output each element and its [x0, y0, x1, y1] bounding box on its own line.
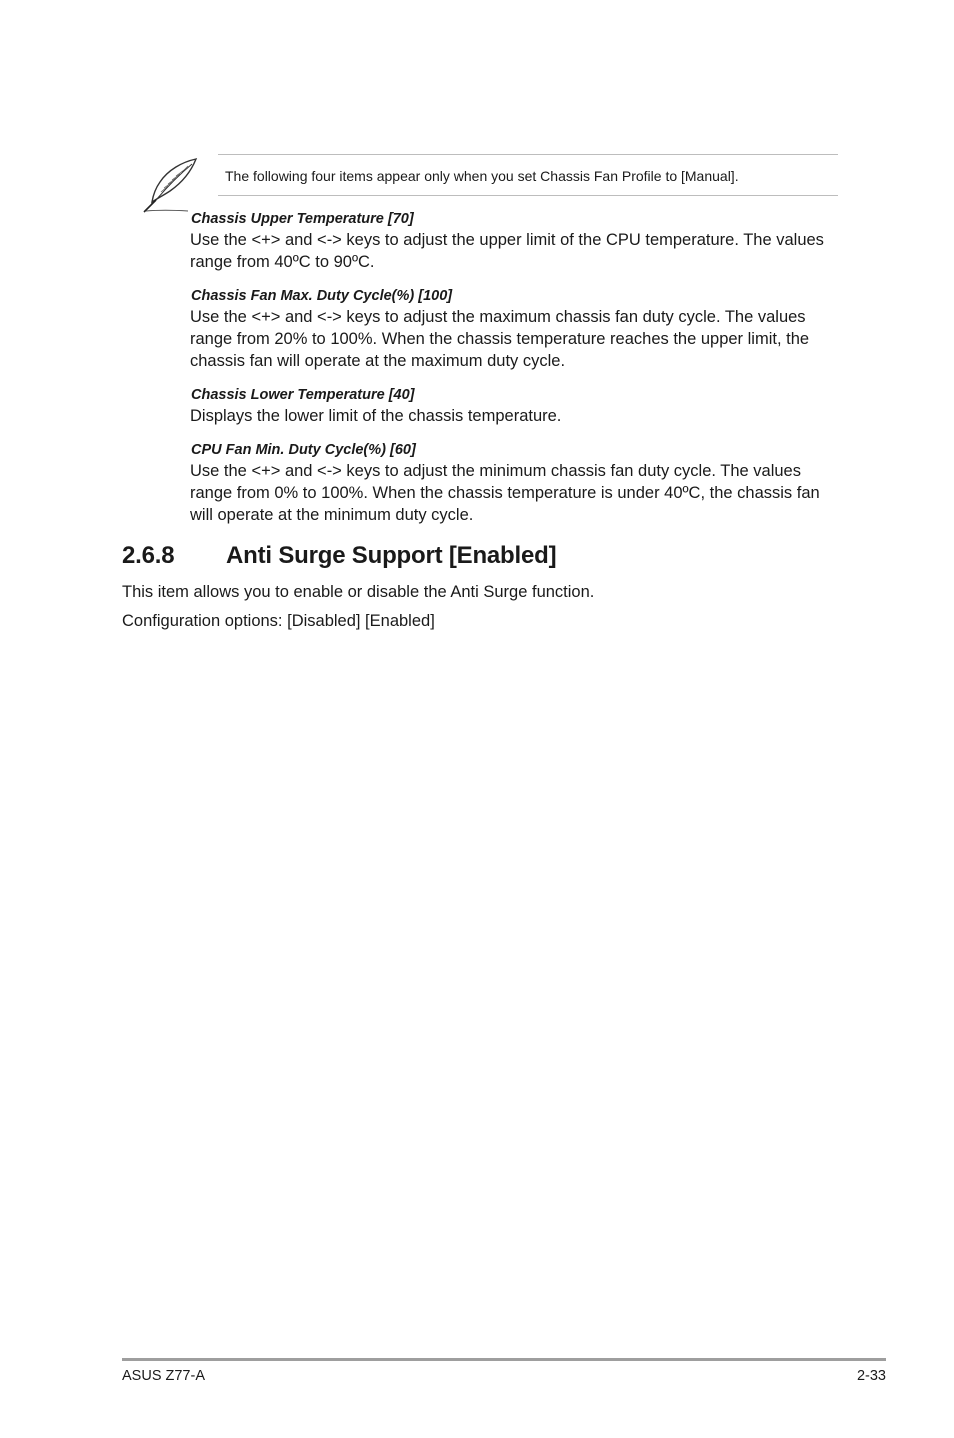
- item-description: Displays the lower limit of the chassis temperature.: [190, 407, 562, 425]
- settings-items: [190, 210, 840, 540]
- note-text: The following four items appear only when you set Chassis Fan Profile to [Manual].: [225, 168, 739, 184]
- item-cpu-fan-min-duty-cycle: [190, 441, 840, 526]
- footer-divider: [122, 1358, 886, 1361]
- item-chassis-fan-max-duty-cycle: [190, 287, 840, 372]
- item-title: Chassis Lower Temperature [40]: [191, 387, 415, 403]
- item-description: Use the <+> and <-> keys to adjust the upper limit of the CPU temperature. The values range from 40ºC to 90ºC.: [190, 231, 824, 271]
- section-heading: [122, 542, 556, 570]
- footer-product-name: ASUS Z77-A: [122, 1368, 205, 1384]
- item-chassis-lower-temperature: [190, 386, 840, 427]
- item-chassis-upper-temperature: [190, 210, 840, 273]
- footer-page-number: 2-33: [856, 1368, 886, 1384]
- item-description: Use the <+> and <-> keys to adjust the maximum chassis fan duty cycle. The values range from 20% to 100%. When the chassis temperature reaches the upper limit, the chassis fan will operate at the maximum duty cycle.: [190, 308, 810, 370]
- item-title: Chassis Upper Temperature [70]: [191, 211, 414, 227]
- section-number: 2.6.8: [122, 542, 175, 569]
- section-paragraph: This item allows you to enable or disable the Anti Surge function.: [122, 583, 595, 601]
- section-title: Anti Surge Support [Enabled]: [226, 542, 557, 569]
- item-title: Chassis Fan Max. Duty Cycle(%) [100]: [191, 288, 453, 304]
- note-box: [218, 154, 838, 196]
- feather-quill-icon: [142, 156, 202, 214]
- item-title: CPU Fan Min. Duty Cycle(%) [60]: [191, 442, 416, 458]
- item-description: Use the <+> and <-> keys to adjust the minimum chassis fan duty cycle. The values range from 0% to 100%. When the chassis temperature is under 40ºC, the chassis fan will operate at the minimum duty cycle.: [190, 462, 820, 524]
- note-callout: [142, 154, 838, 212]
- configuration-options: Configuration options: [Disabled] [Enabled]: [122, 612, 435, 630]
